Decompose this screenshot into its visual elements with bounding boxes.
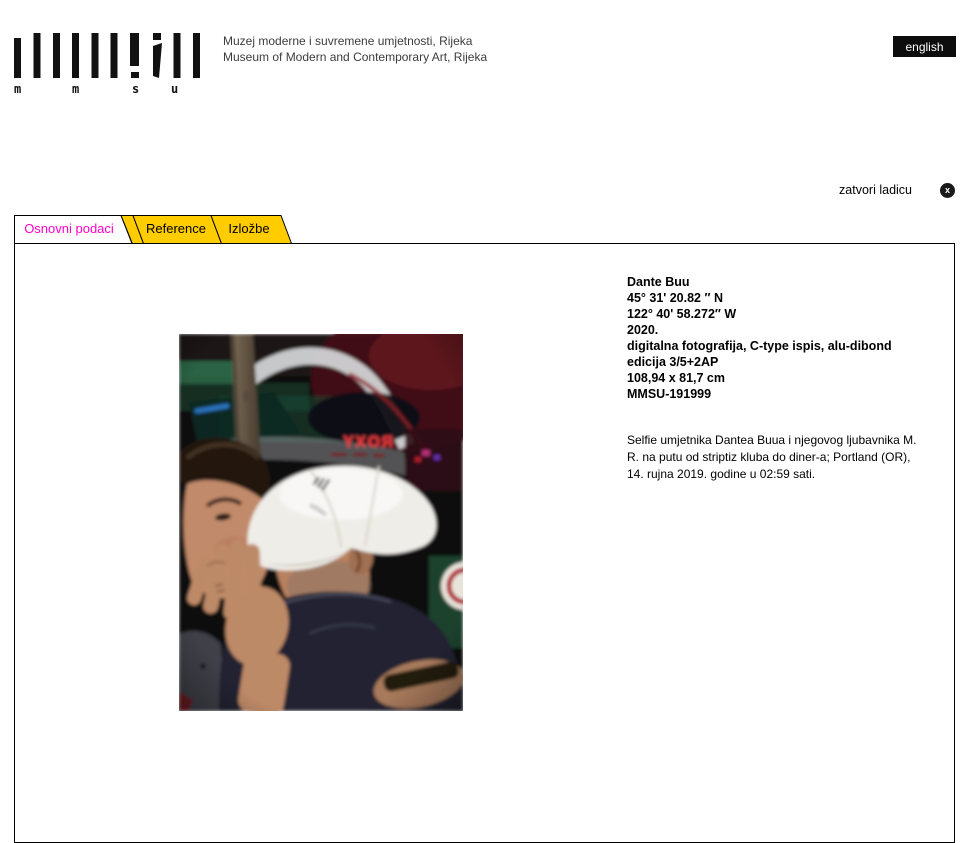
- logo-letter-s: s: [132, 82, 140, 96]
- artwork-dimensions: 108,94 x 81,7 cm: [627, 371, 725, 385]
- language-button-english[interactable]: english: [893, 36, 956, 57]
- artwork-photo[interactable]: [179, 334, 463, 711]
- close-icon: x: [944, 185, 950, 195]
- drawer-close-row: [0, 181, 955, 199]
- museum-name-hr: Muzej moderne i suvremene umjetnosti, Rijeka: [223, 34, 473, 48]
- artwork-details: [627, 274, 927, 402]
- title-longitude: 122° 40' 58.272″ W: [627, 307, 737, 321]
- description-line: 14. rujna 2019. godine u 02:59 sati.: [627, 467, 816, 481]
- tab-izlozbe[interactable]: Izložbe: [228, 221, 270, 236]
- tab-osnovni-podaci[interactable]: Osnovni podaci: [24, 221, 114, 236]
- tab-reference[interactable]: Reference: [146, 221, 206, 236]
- mmsu-logo[interactable]: [14, 26, 206, 96]
- logo-letter-u: u: [171, 82, 179, 96]
- logo-letter-m2: m: [72, 82, 80, 96]
- close-drawer-button[interactable]: [940, 183, 955, 198]
- description-line: Selfie umjetnika Dantea Buua i njegovog ljubavnika M.: [627, 433, 917, 447]
- logo-bars: [14, 33, 200, 78]
- inventory-number: MMSU-191999: [627, 387, 712, 401]
- museum-name: [223, 34, 487, 65]
- description-line: R. na putu od striptiz kluba do diner-a; Portland (OR),: [627, 450, 911, 464]
- museum-name-en: Museum of Modern and Contemporary Art, Rijeka: [223, 49, 488, 64]
- artwork-medium: digitalna fotografija, C-type ispis, alu-dibond: [627, 339, 892, 353]
- artist-name: Dante Buu: [627, 275, 690, 289]
- title-latitude: 45° 31' 20.82 ″ N: [627, 291, 723, 305]
- logo-letter-m1: m: [14, 82, 22, 96]
- close-drawer-label[interactable]: zatvori ladicu: [839, 183, 912, 197]
- artwork-description: [627, 432, 927, 483]
- artwork-year: 2020.: [627, 323, 659, 337]
- artwork-edition: edicija 3/5+2AP: [627, 355, 719, 369]
